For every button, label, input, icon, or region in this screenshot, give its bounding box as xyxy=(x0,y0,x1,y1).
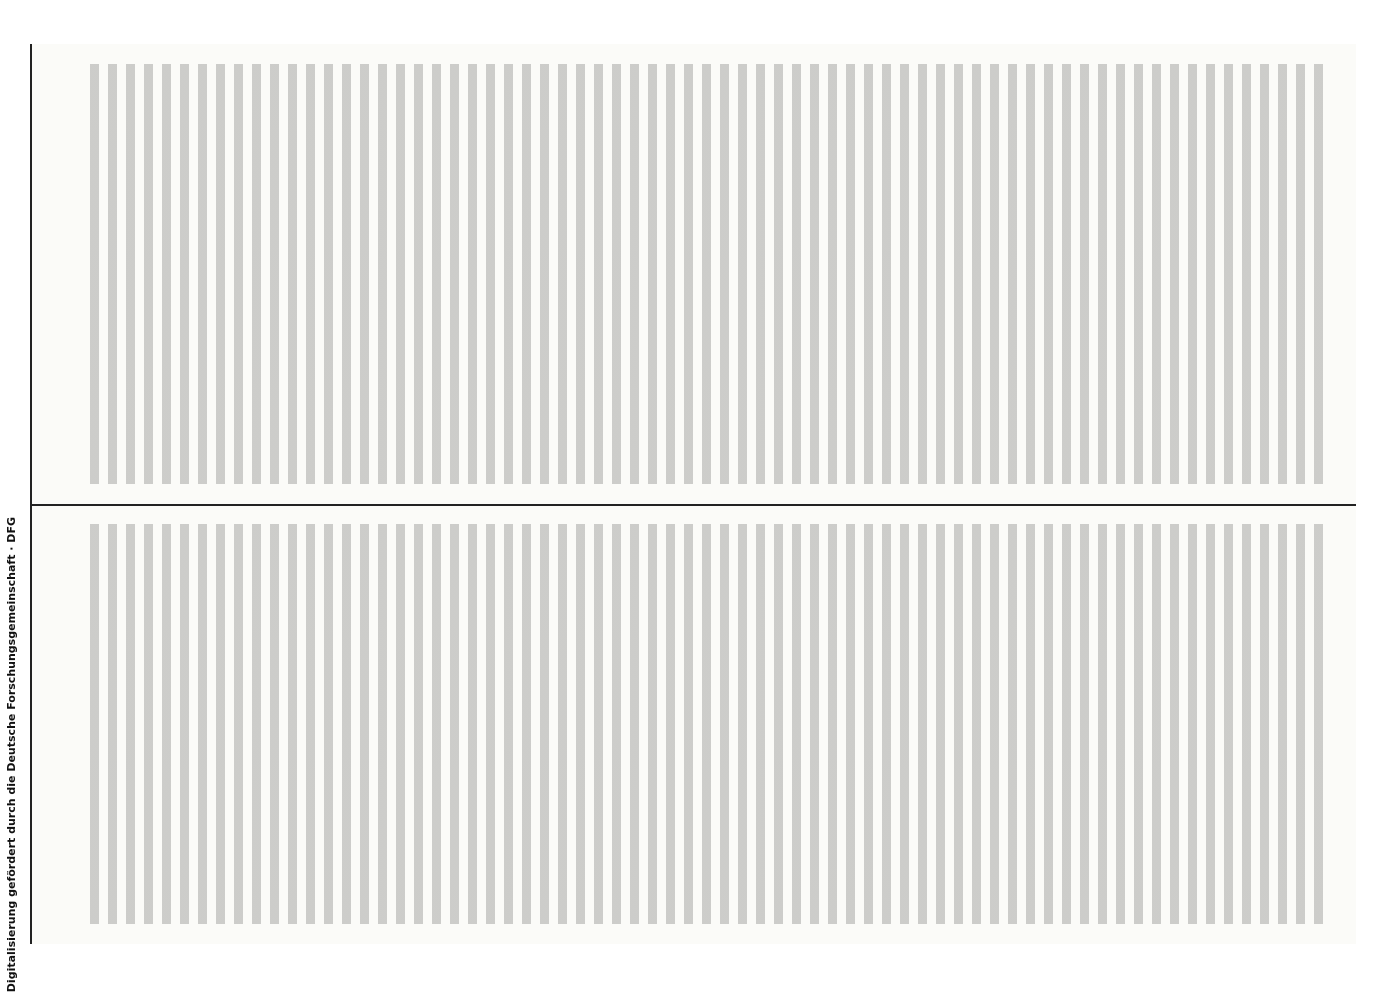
imprint-text: Digitalisierung gefördert durch die Deutsche Forschungsgemeinschaft · DFG xyxy=(4,516,18,992)
imprint-strip xyxy=(0,0,22,1000)
column-divider xyxy=(30,504,1356,506)
upper-text-column xyxy=(90,64,1330,484)
dfg-logo: DFG xyxy=(4,516,18,543)
lower-text-column xyxy=(90,524,1330,924)
scanned-page xyxy=(30,44,1356,944)
top-rule xyxy=(30,44,32,944)
